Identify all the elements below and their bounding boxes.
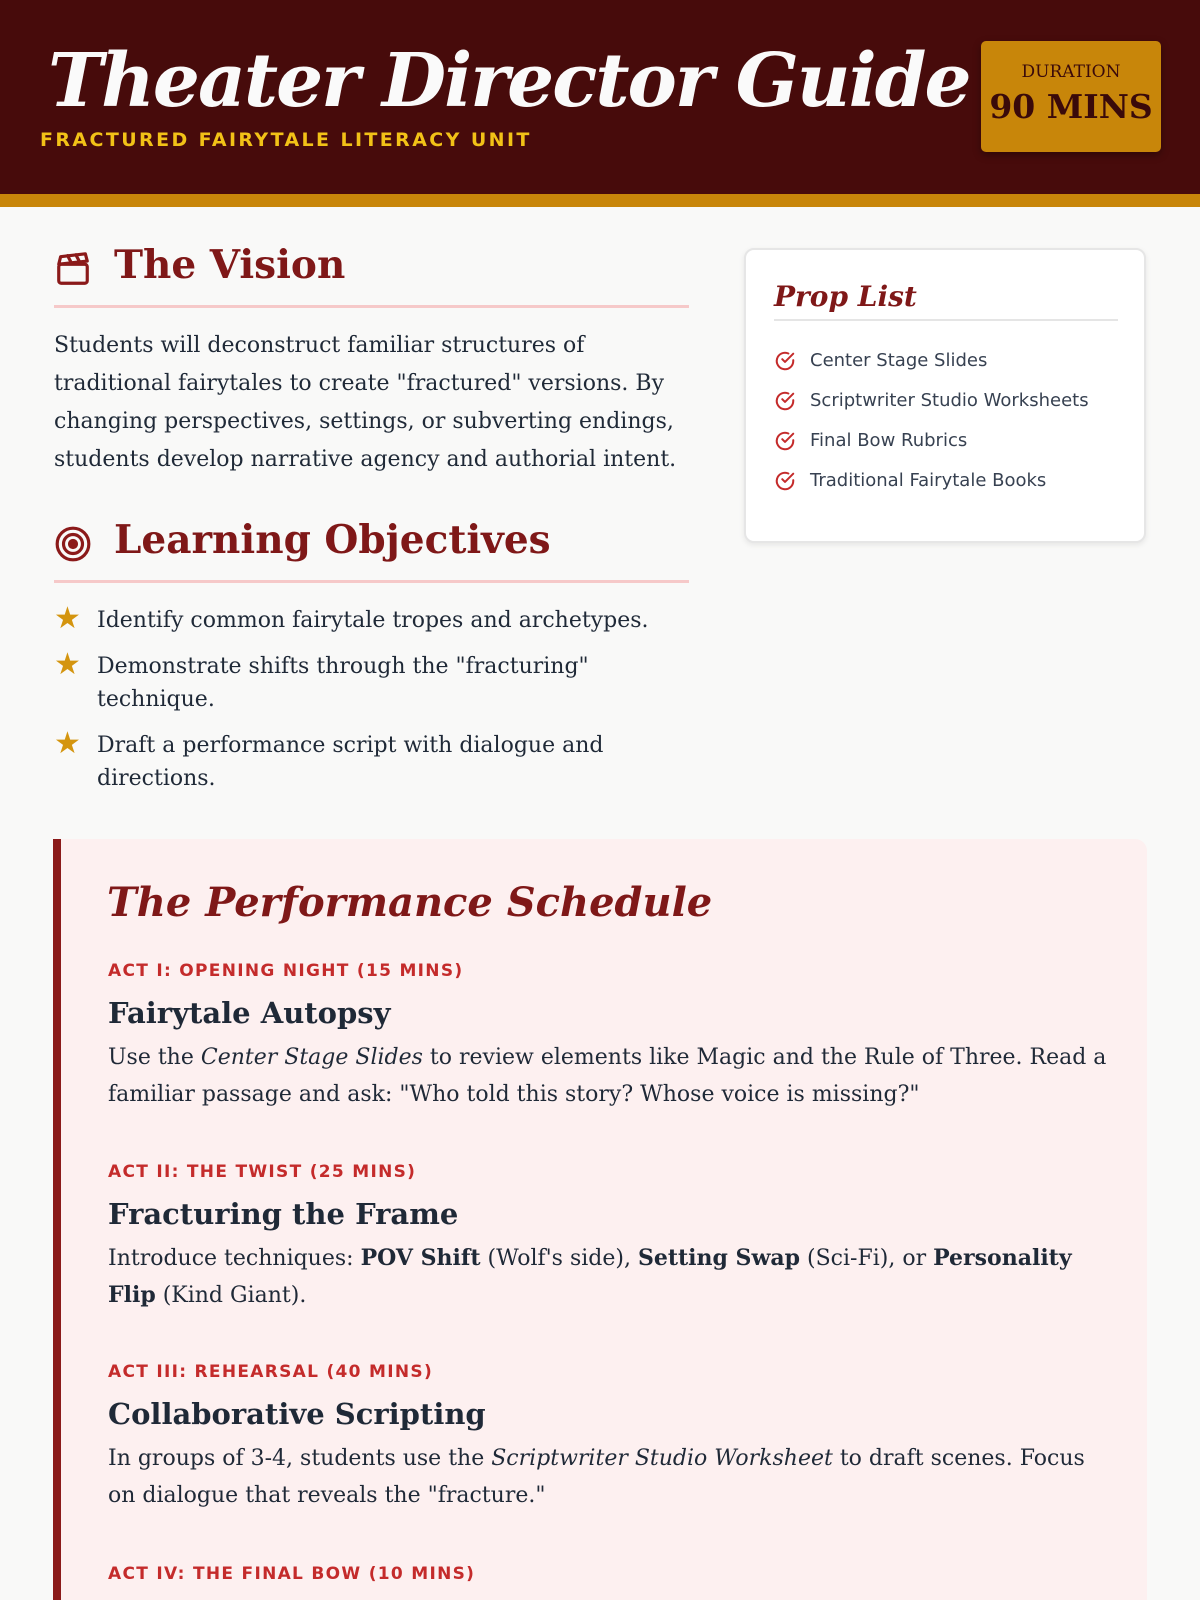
duration-badge (981, 41, 1161, 152)
objectives-title: Learning Objectives (114, 517, 551, 563)
text-run: (Wolf's side), (480, 1246, 638, 1271)
objective-item (54, 601, 694, 637)
prop-item (774, 468, 1124, 493)
prop-item-label: Scriptwriter Studio Worksheets (810, 390, 1089, 411)
prop-item-label: Center Stage Slides (810, 350, 988, 371)
text-run: In groups of 3-4, students use the (108, 1446, 492, 1471)
objective-text: Identify common fairytale tropes and archetypes. (97, 608, 649, 633)
act-label: ACT I: OPENING NIGHT (15 MINS) (108, 961, 464, 981)
prop-item-label: Traditional Fairytale Books (810, 470, 1047, 491)
vision-heading (54, 242, 689, 308)
page-header (0, 0, 1200, 194)
text-run: Use the (108, 1045, 201, 1070)
text-run: (Kind Giant). (155, 1283, 307, 1308)
bold-term: Personality Flip (108, 1245, 1072, 1308)
act-description (108, 1440, 1108, 1514)
act-title: Collaborative Scripting (108, 1397, 486, 1431)
act-label: ACT III: REHEARSAL (40 MINS) (108, 1362, 434, 1382)
text-run: to draft scenes. Focus on dialogue that reveals the "fracture." (108, 1446, 1085, 1508)
act-block (108, 960, 1108, 1113)
page-subtitle: FRACTURED FAIRYTALE LITERACY UNIT (40, 129, 532, 151)
act-label: ACT IV: THE FINAL BOW (10 MINS) (108, 1564, 476, 1584)
page-title: Theater Director Guide (48, 38, 970, 124)
bold-term: POV Shift (360, 1245, 481, 1271)
emphasized-text: Center Stage Slides (200, 1045, 423, 1070)
text-run: Introduce techniques: (108, 1246, 361, 1271)
prop-item (774, 348, 1124, 373)
act-label: ACT II: THE TWIST (25 MINS) (108, 1162, 417, 1182)
act-title: Fairytale Autopsy (108, 996, 391, 1030)
bold-term: Setting Swap (637, 1245, 801, 1271)
objectives-heading (54, 517, 689, 583)
act-description (108, 1039, 1108, 1113)
check-circle-icon (774, 470, 796, 492)
check-circle-icon (774, 390, 796, 412)
star-icon: ★ (54, 726, 81, 761)
act-block (108, 1563, 1108, 1585)
prop-list (774, 348, 1124, 508)
objective-text: Draft a performance script with dialogue and directions. (97, 733, 604, 791)
objective-text: Demonstrate shifts through the "fracturing" technique. (97, 654, 589, 712)
header-divider (0, 194, 1200, 207)
act-block (108, 1161, 1108, 1314)
objective-item (54, 647, 694, 716)
objectives-list (54, 601, 694, 808)
emphasized-text: Scriptwriter Studio Worksheet (491, 1446, 833, 1471)
vision-title: The Vision (114, 242, 346, 288)
duration-label: DURATION (1021, 62, 1121, 82)
performance-schedule (53, 839, 1147, 1600)
vision-text: Students will deconstruct familiar structures of traditional fairytales to create "fractured" versions. By changing perspectives, settings, or subverting endings, students develop narrative agency and authorial intent. (54, 333, 677, 472)
act-description (108, 1240, 1108, 1314)
duration-value: 90 MINS (989, 87, 1153, 126)
check-circle-icon (774, 350, 796, 372)
act-block (108, 1361, 1108, 1514)
act-title: Fracturing the Frame (108, 1197, 459, 1231)
target-icon (54, 525, 92, 563)
star-icon: ★ (54, 601, 81, 636)
prop-item (774, 428, 1124, 453)
objective-item (54, 726, 694, 795)
star-icon: ★ (54, 647, 81, 682)
schedule-title: The Performance Schedule (107, 879, 713, 926)
prop-item (774, 388, 1124, 413)
check-circle-icon (774, 430, 796, 452)
text-run: to review elements like Magic and the Rule of Three. Read a familiar passage and ask: "Who told this story? Whose voice is missing?" (108, 1045, 1107, 1107)
prop-item-label: Final Bow Rubrics (810, 430, 968, 451)
text-run: (Sci-Fi), or (800, 1246, 934, 1271)
clapperboard-icon (54, 250, 92, 288)
prop-list-title: Prop List (774, 280, 1118, 321)
prop-list-card (744, 248, 1146, 543)
